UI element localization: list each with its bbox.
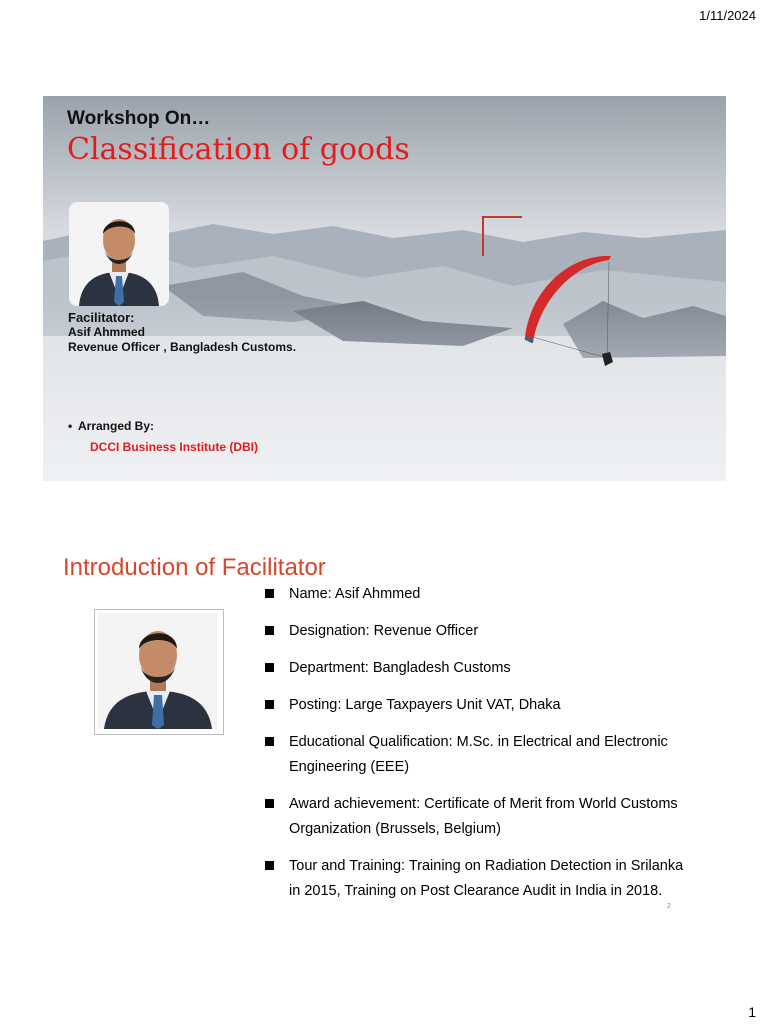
- list-item: Award achievement: Certificate of Merit from World Customs Organization (Brussels, Belgium): [264, 792, 684, 842]
- facilitator-info: [68, 310, 296, 355]
- list-item: Educational Qualification: M.Sc. in Electrical and Electronic Engineering (EEE): [264, 730, 684, 780]
- list-item: Department: Bangladesh Customs: [264, 656, 684, 681]
- square-bullet-icon: [265, 861, 274, 870]
- square-bullet-icon: [265, 626, 274, 635]
- square-bullet-icon: [265, 589, 274, 598]
- intro-slide-title: Introduction of Facilitator: [63, 554, 326, 581]
- page-number: 1: [748, 1004, 756, 1020]
- square-bullet-icon: [265, 700, 274, 709]
- bullet-dot: •: [68, 419, 73, 433]
- arranged-by: [68, 419, 154, 433]
- list-item: Tour and Training: Training on Radiation Detection in Srilanka in 2015, Training on Post Clearance Audit in India in 2018.: [264, 854, 684, 904]
- list-item: Designation: Revenue Officer: [264, 619, 684, 644]
- corner-bracket-decoration: [482, 216, 522, 256]
- title-slide: [43, 96, 726, 481]
- facilitator-name: Asif Ahmmed: [68, 325, 145, 339]
- slide-subtitle: Workshop On…: [67, 108, 211, 129]
- square-bullet-icon: [265, 663, 274, 672]
- facilitator-label: Facilitator:: [68, 310, 135, 325]
- arranged-org: DCCI Business Institute (DBI): [90, 440, 259, 454]
- facilitator-photo: [69, 202, 169, 306]
- facilitator-role: Revenue Officer , Bangladesh Customs.: [68, 340, 297, 354]
- square-bullet-icon: [265, 737, 274, 746]
- square-bullet-icon: [265, 799, 274, 808]
- slide-title: Classification of goods: [67, 132, 410, 167]
- arranged-label: Arranged By:: [78, 419, 155, 433]
- list-item: Posting: Large Taxpayers Unit VAT, Dhaka: [264, 693, 684, 718]
- facilitator-photo-2: [94, 609, 224, 735]
- list-item: Name: Asif Ahmmed: [264, 582, 684, 607]
- date-header: 1/11/2024: [699, 8, 756, 23]
- slide-number: 2: [667, 903, 671, 910]
- facilitator-details-list: [264, 582, 684, 916]
